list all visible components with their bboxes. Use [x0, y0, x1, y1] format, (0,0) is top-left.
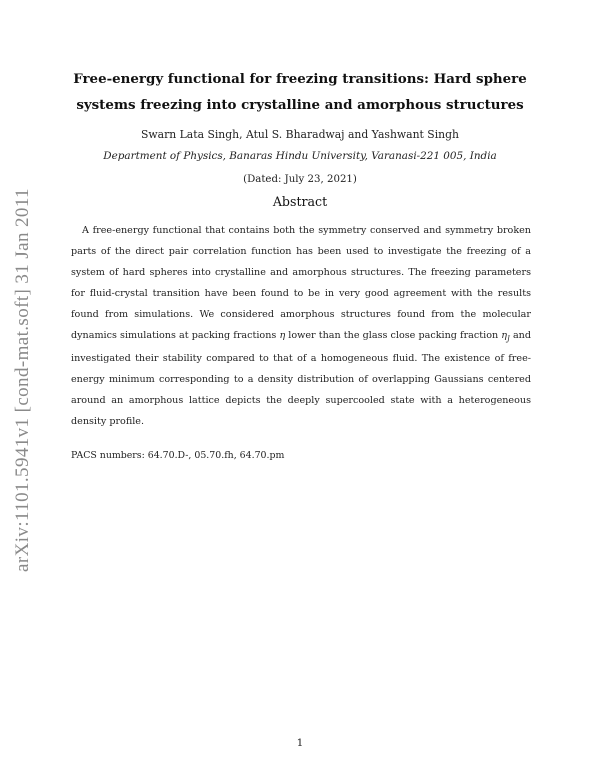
paper-date: (Dated: July 23, 2021) — [243, 174, 357, 185]
pacs-numbers: PACS numbers: 64.70.D-, 05.70.fh, 64.70.pm — [71, 450, 285, 461]
abstract-text-part-2: lower than the glass close packing fraction — [285, 329, 502, 341]
symbol-eta: η — [279, 329, 286, 341]
abstract-text-part-1: A free-energy functional that contains both the symmetry conserved and symmetry broken parts of the direct pair correlation function has been used to investigate the freezing of a system of hard spheres into crystalline and amorphous structures. The freezing parameters for fluid-crystal transition have been found to be in very good agreement with the results found from simulations. We considered amorphous structures found from the molecular dynamics simulations at packing fractions — [71, 225, 531, 341]
paper-title-line-1: Free-energy functional for freezing transitions: Hard sphere — [73, 71, 527, 87]
arxiv-sidebar-stamp — [6, 170, 40, 590]
arxiv-identifier: arXiv:1101.5941v1 [cond-mat.soft] 31 Jan 2011 — [12, 188, 33, 572]
symbol-j-subscript: J — [507, 334, 510, 343]
abstract-body — [71, 221, 531, 433]
abstract-heading: Abstract — [272, 194, 328, 209]
paper-authors: Swarn Lata Singh, Atul S. Bharadwaj and Yashwant Singh — [141, 128, 459, 141]
symbol-eta-j: η — [501, 329, 508, 341]
abstract-text-part-3: and investigated their stability compared to that of a homogeneous fluid. The existence of free-energy minimum corresponding to a density distribution of overlapping Gaussians centered around an amorphous lattice depicts the deeply supercooled state with a heterogeneous density profile. — [71, 329, 532, 428]
page-number: 1 — [296, 737, 304, 749]
paper-affiliation: Department of Physics, Banaras Hindu University, Varanasi-221 005, India — [103, 150, 497, 162]
paper-title-line-2: systems freezing into crystalline and amorphous structures — [76, 97, 524, 113]
paper-title — [60, 66, 540, 118]
